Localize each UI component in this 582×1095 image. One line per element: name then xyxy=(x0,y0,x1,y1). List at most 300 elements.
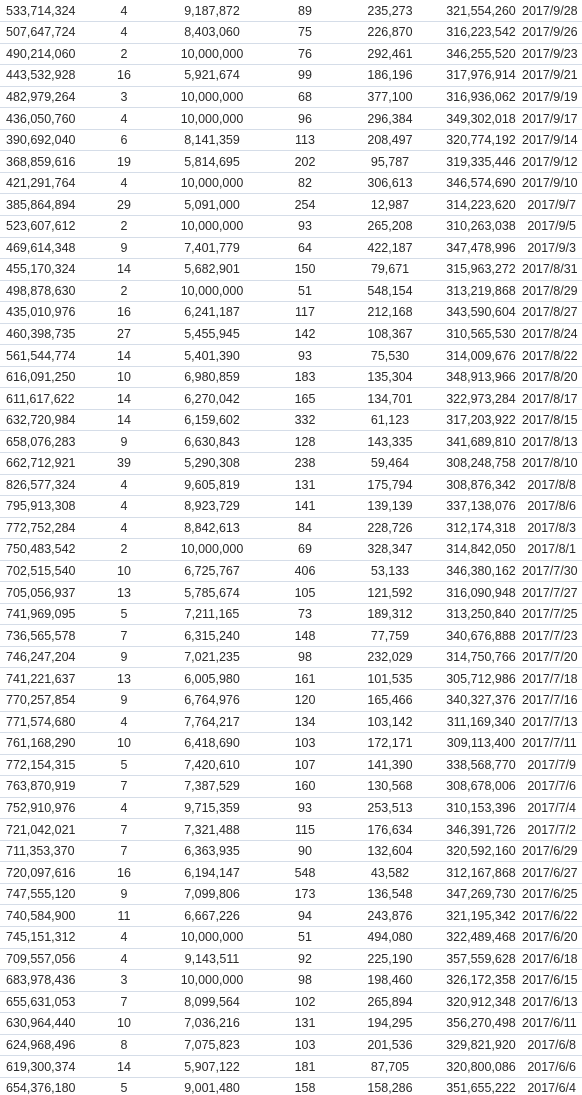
table-row xyxy=(0,237,582,259)
table-cell: 2017/8/13 xyxy=(522,431,582,453)
table-cell: 39 xyxy=(94,452,154,474)
table-cell: 232,029 xyxy=(340,646,440,668)
table-cell: 4 xyxy=(94,172,154,194)
table-cell: 2017/9/12 xyxy=(522,151,582,173)
table-row xyxy=(0,452,582,474)
table-cell: 77,759 xyxy=(340,625,440,647)
table-cell: 314,842,050 xyxy=(440,539,522,561)
table-row xyxy=(0,43,582,65)
table-cell: 186,196 xyxy=(340,65,440,87)
table-row xyxy=(0,22,582,44)
table-cell: 14 xyxy=(94,1056,154,1078)
table-cell: 6,630,843 xyxy=(154,431,270,453)
table-cell: 320,912,348 xyxy=(440,991,522,1013)
table-cell: 308,876,342 xyxy=(440,474,522,496)
table-cell: 337,138,076 xyxy=(440,496,522,518)
table-cell: 9,715,359 xyxy=(154,797,270,819)
table-cell: 7,021,235 xyxy=(154,646,270,668)
table-cell: 711,353,370 xyxy=(0,840,94,862)
table-cell: 134,701 xyxy=(340,388,440,410)
table-cell: 406 xyxy=(270,560,340,582)
table-cell: 313,250,840 xyxy=(440,603,522,625)
table-cell: 2017/6/22 xyxy=(522,905,582,927)
table-cell: 356,270,498 xyxy=(440,1013,522,1035)
table-cell: 7,075,823 xyxy=(154,1034,270,1056)
table-row xyxy=(0,1013,582,1035)
table-row xyxy=(0,948,582,970)
table-cell: 173 xyxy=(270,883,340,905)
table-cell: 136,548 xyxy=(340,883,440,905)
table-cell: 494,080 xyxy=(340,927,440,949)
table-cell: 683,978,436 xyxy=(0,970,94,992)
table-cell: 150 xyxy=(270,259,340,281)
table-cell: 654,376,180 xyxy=(0,1077,94,1095)
table-cell: 377,100 xyxy=(340,86,440,108)
table-cell: 2017/8/3 xyxy=(522,517,582,539)
table-row xyxy=(0,603,582,625)
table-cell: 68 xyxy=(270,86,340,108)
table-row xyxy=(0,883,582,905)
table-cell: 90 xyxy=(270,840,340,862)
table-cell: 469,614,348 xyxy=(0,237,94,259)
table-cell: 2017/6/29 xyxy=(522,840,582,862)
table-row xyxy=(0,65,582,87)
table-cell: 8,099,564 xyxy=(154,991,270,1013)
table-cell: 6,159,602 xyxy=(154,409,270,431)
table-cell: 8,403,060 xyxy=(154,22,270,44)
table-cell: 2017/7/2 xyxy=(522,819,582,841)
table-cell: 143,335 xyxy=(340,431,440,453)
table-cell: 655,631,053 xyxy=(0,991,94,1013)
table-cell: 7 xyxy=(94,991,154,1013)
table-cell: 357,559,628 xyxy=(440,948,522,970)
table-row xyxy=(0,172,582,194)
table-cell: 9 xyxy=(94,431,154,453)
table-cell: 2017/6/4 xyxy=(522,1077,582,1095)
table-cell: 390,692,040 xyxy=(0,129,94,151)
table-cell: 134 xyxy=(270,711,340,733)
table-cell: 332 xyxy=(270,409,340,431)
table-cell: 121,592 xyxy=(340,582,440,604)
table-row xyxy=(0,496,582,518)
table-row xyxy=(0,280,582,302)
table-cell: 310,263,038 xyxy=(440,215,522,237)
table-cell: 619,300,374 xyxy=(0,1056,94,1078)
table-cell: 10,000,000 xyxy=(154,108,270,130)
table-cell: 316,936,062 xyxy=(440,86,522,108)
table-cell: 347,269,730 xyxy=(440,883,522,905)
table-cell: 7,764,217 xyxy=(154,711,270,733)
table-cell: 225,190 xyxy=(340,948,440,970)
table-cell: 96 xyxy=(270,108,340,130)
table-cell: 705,056,937 xyxy=(0,582,94,604)
table-cell: 5,682,901 xyxy=(154,259,270,281)
table-cell: 89 xyxy=(270,0,340,22)
table-row xyxy=(0,1077,582,1095)
table-cell: 9,605,819 xyxy=(154,474,270,496)
table-cell: 99 xyxy=(270,65,340,87)
table-cell: 4 xyxy=(94,108,154,130)
table-cell: 7 xyxy=(94,776,154,798)
table-row xyxy=(0,151,582,173)
table-cell: 10,000,000 xyxy=(154,927,270,949)
table-cell: 533,714,324 xyxy=(0,0,94,22)
table-cell: 7 xyxy=(94,840,154,862)
table-cell: 321,554,260 xyxy=(440,0,522,22)
table-cell: 103,142 xyxy=(340,711,440,733)
table-cell: 2017/9/17 xyxy=(522,108,582,130)
table-cell: 128 xyxy=(270,431,340,453)
table-cell: 4 xyxy=(94,927,154,949)
table-cell: 368,859,616 xyxy=(0,151,94,173)
table-cell: 2017/7/6 xyxy=(522,776,582,798)
table-cell: 3 xyxy=(94,970,154,992)
table-cell: 208,497 xyxy=(340,129,440,151)
table-cell: 6,363,935 xyxy=(154,840,270,862)
table-cell: 98 xyxy=(270,646,340,668)
table-cell: 2017/8/6 xyxy=(522,496,582,518)
table-row xyxy=(0,194,582,216)
table-cell: 313,219,868 xyxy=(440,280,522,302)
table-cell: 507,647,724 xyxy=(0,22,94,44)
table-cell: 305,712,986 xyxy=(440,668,522,690)
table-cell: 141 xyxy=(270,496,340,518)
table-cell: 745,151,312 xyxy=(0,927,94,949)
table-cell: 202 xyxy=(270,151,340,173)
table-cell: 10,000,000 xyxy=(154,970,270,992)
table-cell: 102 xyxy=(270,991,340,1013)
table-row xyxy=(0,797,582,819)
table-cell: 316,090,948 xyxy=(440,582,522,604)
table-cell: 5 xyxy=(94,754,154,776)
table-cell: 165,466 xyxy=(340,690,440,712)
table-row xyxy=(0,690,582,712)
table-cell: 6,270,042 xyxy=(154,388,270,410)
table-cell: 2017/8/8 xyxy=(522,474,582,496)
table-cell: 141,390 xyxy=(340,754,440,776)
table-row xyxy=(0,129,582,151)
table-cell: 314,223,620 xyxy=(440,194,522,216)
table-cell: 69 xyxy=(270,539,340,561)
table-cell: 310,565,530 xyxy=(440,323,522,345)
table-cell: 176,634 xyxy=(340,819,440,841)
table-row xyxy=(0,560,582,582)
table-cell: 616,091,250 xyxy=(0,366,94,388)
table-cell: 770,257,854 xyxy=(0,690,94,712)
table-cell: 348,913,966 xyxy=(440,366,522,388)
table-cell: 5,091,000 xyxy=(154,194,270,216)
table-cell: 93 xyxy=(270,797,340,819)
table-cell: 443,532,928 xyxy=(0,65,94,87)
table-cell: 4 xyxy=(94,948,154,970)
table-cell: 9,143,511 xyxy=(154,948,270,970)
table-cell: 253,513 xyxy=(340,797,440,819)
table-cell: 8 xyxy=(94,1034,154,1056)
table-cell: 101,535 xyxy=(340,668,440,690)
table-cell: 19 xyxy=(94,151,154,173)
table-row xyxy=(0,582,582,604)
table-cell: 2017/8/20 xyxy=(522,366,582,388)
table-cell: 736,565,578 xyxy=(0,625,94,647)
table-row xyxy=(0,711,582,733)
table-cell: 5,907,122 xyxy=(154,1056,270,1078)
table-row xyxy=(0,754,582,776)
table-cell: 2017/9/7 xyxy=(522,194,582,216)
table-cell: 98 xyxy=(270,970,340,992)
table-cell: 312,167,868 xyxy=(440,862,522,884)
table-cell: 2017/6/27 xyxy=(522,862,582,884)
table-cell: 741,221,637 xyxy=(0,668,94,690)
table-cell: 4 xyxy=(94,797,154,819)
table-cell: 630,964,440 xyxy=(0,1013,94,1035)
table-row xyxy=(0,345,582,367)
table-cell: 2 xyxy=(94,43,154,65)
table-cell: 2017/7/23 xyxy=(522,625,582,647)
table-row xyxy=(0,927,582,949)
table-cell: 158 xyxy=(270,1077,340,1095)
table-cell: 189,312 xyxy=(340,603,440,625)
table-cell: 2017/6/11 xyxy=(522,1013,582,1035)
table-cell: 436,050,760 xyxy=(0,108,94,130)
table-cell: 329,821,920 xyxy=(440,1034,522,1056)
table-cell: 9,001,480 xyxy=(154,1077,270,1095)
table-cell: 2017/9/5 xyxy=(522,215,582,237)
table-cell: 13 xyxy=(94,668,154,690)
table-cell: 2017/6/13 xyxy=(522,991,582,1013)
table-cell: 750,483,542 xyxy=(0,539,94,561)
table-cell: 107 xyxy=(270,754,340,776)
table-cell: 321,195,342 xyxy=(440,905,522,927)
table-cell: 747,555,120 xyxy=(0,883,94,905)
table-cell: 5 xyxy=(94,1077,154,1095)
table-cell: 320,774,192 xyxy=(440,129,522,151)
table-cell: 2017/6/18 xyxy=(522,948,582,970)
table-row xyxy=(0,625,582,647)
table-cell: 320,800,086 xyxy=(440,1056,522,1078)
table-cell: 2017/7/16 xyxy=(522,690,582,712)
table-cell: 5,814,695 xyxy=(154,151,270,173)
table-cell: 2017/8/1 xyxy=(522,539,582,561)
table-row xyxy=(0,259,582,281)
table-cell: 2 xyxy=(94,280,154,302)
table-cell: 763,870,919 xyxy=(0,776,94,798)
table-cell: 172,171 xyxy=(340,733,440,755)
table-cell: 2 xyxy=(94,215,154,237)
table-cell: 2017/9/23 xyxy=(522,43,582,65)
table-cell: 10,000,000 xyxy=(154,539,270,561)
table-cell: 64 xyxy=(270,237,340,259)
table-cell: 79,671 xyxy=(340,259,440,281)
table-cell: 435,010,976 xyxy=(0,302,94,324)
table-cell: 10 xyxy=(94,366,154,388)
table-cell: 322,489,468 xyxy=(440,927,522,949)
table-cell: 226,870 xyxy=(340,22,440,44)
table-cell: 130,568 xyxy=(340,776,440,798)
table-cell: 6 xyxy=(94,129,154,151)
table-cell: 113 xyxy=(270,129,340,151)
table-row xyxy=(0,840,582,862)
table-cell: 194,295 xyxy=(340,1013,440,1035)
table-cell: 702,515,540 xyxy=(0,560,94,582)
table-cell: 349,302,018 xyxy=(440,108,522,130)
table-cell: 243,876 xyxy=(340,905,440,927)
table-cell: 4 xyxy=(94,0,154,22)
table-cell: 317,976,914 xyxy=(440,65,522,87)
table-cell: 51 xyxy=(270,927,340,949)
table-cell: 4 xyxy=(94,517,154,539)
table-cell: 43,582 xyxy=(340,862,440,884)
table-cell: 632,720,984 xyxy=(0,409,94,431)
table-cell: 4 xyxy=(94,711,154,733)
table-cell: 16 xyxy=(94,65,154,87)
table-cell: 292,461 xyxy=(340,43,440,65)
table-cell: 131 xyxy=(270,1013,340,1035)
table-cell: 761,168,290 xyxy=(0,733,94,755)
table-row xyxy=(0,776,582,798)
table-cell: 7,321,488 xyxy=(154,819,270,841)
table-cell: 14 xyxy=(94,259,154,281)
table-cell: 165 xyxy=(270,388,340,410)
table-cell: 117 xyxy=(270,302,340,324)
table-cell: 82 xyxy=(270,172,340,194)
table-cell: 5 xyxy=(94,603,154,625)
table-cell: 772,154,315 xyxy=(0,754,94,776)
table-cell: 523,607,612 xyxy=(0,215,94,237)
table-cell: 29 xyxy=(94,194,154,216)
table-cell: 108,367 xyxy=(340,323,440,345)
table-cell: 76 xyxy=(270,43,340,65)
table-cell: 181 xyxy=(270,1056,340,1078)
table-cell: 53,133 xyxy=(340,560,440,582)
table-cell: 8,141,359 xyxy=(154,129,270,151)
table-row xyxy=(0,323,582,345)
table-cell: 2017/6/20 xyxy=(522,927,582,949)
table-cell: 7 xyxy=(94,625,154,647)
table-cell: 7,036,216 xyxy=(154,1013,270,1035)
table-row xyxy=(0,388,582,410)
table-cell: 2017/8/29 xyxy=(522,280,582,302)
table-cell: 6,315,240 xyxy=(154,625,270,647)
table-cell: 2017/9/3 xyxy=(522,237,582,259)
table-cell: 7,420,610 xyxy=(154,754,270,776)
table-cell: 346,380,162 xyxy=(440,560,522,582)
table-cell: 2017/7/9 xyxy=(522,754,582,776)
table-cell: 624,968,496 xyxy=(0,1034,94,1056)
table-cell: 93 xyxy=(270,215,340,237)
table-cell: 314,750,766 xyxy=(440,646,522,668)
table-cell: 317,203,922 xyxy=(440,409,522,431)
table-cell: 340,676,888 xyxy=(440,625,522,647)
table-cell: 309,113,400 xyxy=(440,733,522,755)
table-cell: 2017/8/15 xyxy=(522,409,582,431)
table-cell: 14 xyxy=(94,409,154,431)
table-cell: 10 xyxy=(94,733,154,755)
table-cell: 115 xyxy=(270,819,340,841)
table-cell: 9,187,872 xyxy=(154,0,270,22)
table-cell: 10,000,000 xyxy=(154,172,270,194)
table-cell: 94 xyxy=(270,905,340,927)
table-row xyxy=(0,1056,582,1078)
table-cell: 346,255,520 xyxy=(440,43,522,65)
table-cell: 316,223,542 xyxy=(440,22,522,44)
table-cell: 2017/9/10 xyxy=(522,172,582,194)
table-cell: 27 xyxy=(94,323,154,345)
table-cell: 306,613 xyxy=(340,172,440,194)
table-row xyxy=(0,668,582,690)
table-cell: 158,286 xyxy=(340,1077,440,1095)
table-cell: 2017/8/22 xyxy=(522,345,582,367)
table-cell: 498,878,630 xyxy=(0,280,94,302)
table-cell: 7,099,806 xyxy=(154,883,270,905)
table-cell: 2017/6/8 xyxy=(522,1034,582,1056)
table-cell: 5,290,308 xyxy=(154,452,270,474)
table-cell: 341,689,810 xyxy=(440,431,522,453)
table-cell: 5,785,674 xyxy=(154,582,270,604)
table-row xyxy=(0,517,582,539)
table-cell: 2017/8/24 xyxy=(522,323,582,345)
table-cell: 2 xyxy=(94,539,154,561)
table-cell: 5,921,674 xyxy=(154,65,270,87)
table-cell: 314,009,676 xyxy=(440,345,522,367)
table-cell: 10 xyxy=(94,560,154,582)
table-cell: 347,478,996 xyxy=(440,237,522,259)
table-cell: 12,987 xyxy=(340,194,440,216)
table-cell: 9 xyxy=(94,690,154,712)
table-cell: 11 xyxy=(94,905,154,927)
table-cell: 2017/7/30 xyxy=(522,560,582,582)
table-cell: 2017/8/17 xyxy=(522,388,582,410)
table-cell: 772,752,284 xyxy=(0,517,94,539)
table-cell: 720,097,616 xyxy=(0,862,94,884)
table-cell: 8,842,613 xyxy=(154,517,270,539)
table-cell: 2017/6/25 xyxy=(522,883,582,905)
table-row xyxy=(0,431,582,453)
table-row xyxy=(0,215,582,237)
table-cell: 201,536 xyxy=(340,1034,440,1056)
table-cell: 338,568,770 xyxy=(440,754,522,776)
table-cell: 14 xyxy=(94,388,154,410)
table-row xyxy=(0,366,582,388)
table-cell: 87,705 xyxy=(340,1056,440,1078)
table-cell: 343,590,604 xyxy=(440,302,522,324)
table-cell: 311,169,340 xyxy=(440,711,522,733)
table-cell: 2017/9/19 xyxy=(522,86,582,108)
table-cell: 308,248,758 xyxy=(440,452,522,474)
table-cell: 2017/9/14 xyxy=(522,129,582,151)
table-row xyxy=(0,108,582,130)
table-row xyxy=(0,1034,582,1056)
table-cell: 103 xyxy=(270,1034,340,1056)
table-cell: 183 xyxy=(270,366,340,388)
table-cell: 2017/9/26 xyxy=(522,22,582,44)
table-cell: 2017/7/4 xyxy=(522,797,582,819)
table-cell: 84 xyxy=(270,517,340,539)
table-cell: 235,273 xyxy=(340,0,440,22)
table-cell: 61,123 xyxy=(340,409,440,431)
table-cell: 746,247,204 xyxy=(0,646,94,668)
table-cell: 6,725,767 xyxy=(154,560,270,582)
table-cell: 265,894 xyxy=(340,991,440,1013)
table-cell: 13 xyxy=(94,582,154,604)
table-cell: 95,787 xyxy=(340,151,440,173)
table-cell: 296,384 xyxy=(340,108,440,130)
table-cell: 312,174,318 xyxy=(440,517,522,539)
table-cell: 662,712,921 xyxy=(0,452,94,474)
table-cell: 7,387,529 xyxy=(154,776,270,798)
table-row xyxy=(0,0,582,22)
table-cell: 254 xyxy=(270,194,340,216)
table-cell: 709,557,056 xyxy=(0,948,94,970)
